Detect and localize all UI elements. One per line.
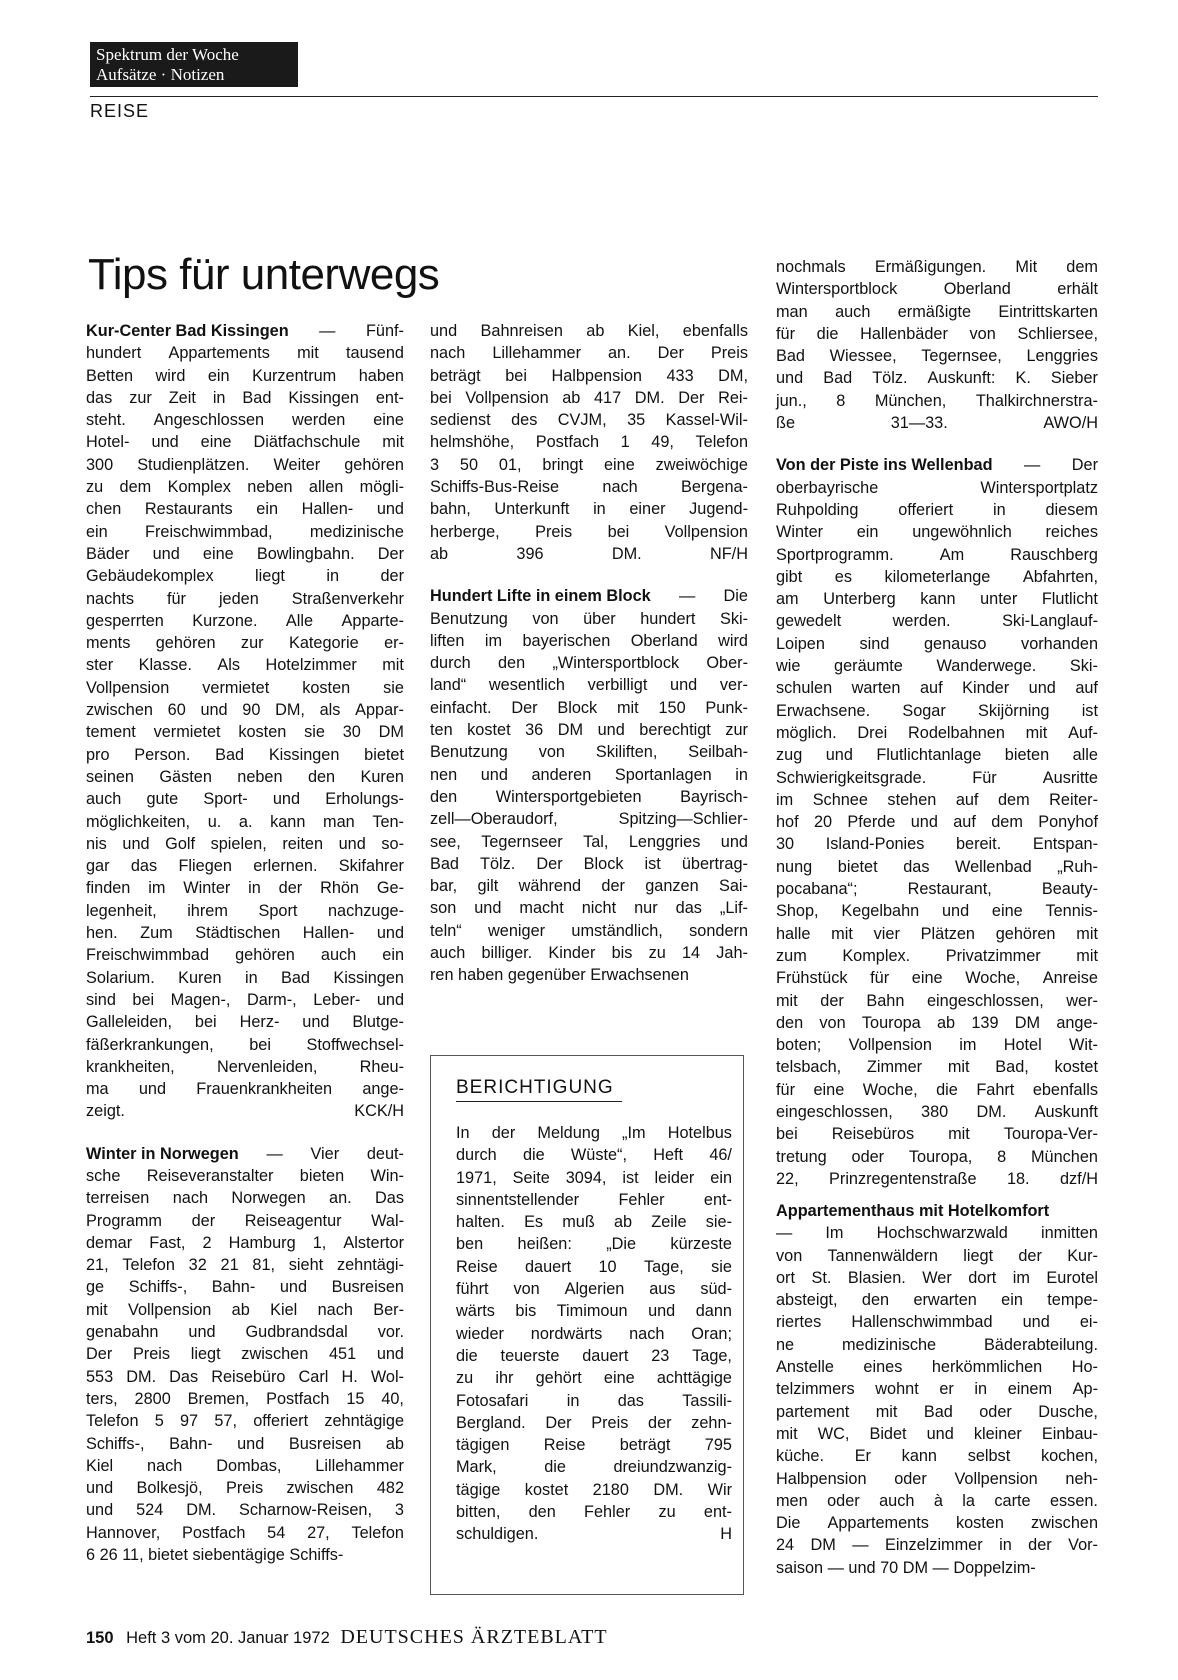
text-line: boten; Vollpension im Hotel Wit-	[776, 1036, 1098, 1055]
text-line: nen und anderen Sportanlagen in	[430, 765, 748, 784]
text-line: absteigt, den erwarten ein tempe-	[776, 1291, 1098, 1310]
text-line: ma und Frauenkrankheiten ange-	[86, 1080, 404, 1099]
text-line: Betten wird ein Kurzentrum haben	[86, 366, 404, 385]
text-line: und Bahnreisen ab Kiel, ebenfalls	[430, 322, 748, 340]
text-line: hof 20 Pferde und auf dem Ponyhof	[776, 813, 1098, 832]
text-line: Gebäudekomplex liegt in der	[86, 567, 404, 586]
text-line: führt von Algerien aus süd-	[456, 1280, 732, 1299]
text-line: und 524 DM. Scharnow-Reisen, 3	[86, 1501, 404, 1520]
text-line: schulen warten auf Kinder und auf	[776, 679, 1098, 698]
text-line: man auch ermäßigte Eintrittskarten	[776, 302, 1098, 321]
text-line: fäßerkrankungen, bei Stoffwechsel-	[86, 1035, 404, 1054]
text-line: und Bolkesjö, Preis zwischen 482	[86, 1479, 404, 1498]
text-line: möglichkeiten, u. a. kann man Ten-	[86, 812, 404, 831]
text-line: 21, Telefon 32 21 81, sieht zehntägi-	[86, 1256, 404, 1275]
text-line: hundert Appartements mit tausend	[86, 344, 404, 363]
text-line: In der Meldung „Im Hotelbus	[456, 1124, 732, 1142]
text-line: tretung oder Touropa, 8 München	[776, 1147, 1098, 1166]
text-line: Anstelle eines herkömmlichen Ho-	[776, 1358, 1098, 1377]
text-line: Frühstück für eine Woche, Anreise	[776, 969, 1098, 988]
text-line: gibt es kilometerlange Abfahrten,	[776, 567, 1098, 586]
text-line: Benutzung von Skiliften, Seilbah-	[430, 743, 748, 762]
text-line: 22, Prinzregentenstraße 18. dzf/H	[776, 1169, 1098, 1188]
text-line	[776, 1200, 1098, 1222]
text-line: partement mit Bad oder Dusche,	[776, 1402, 1098, 1421]
section-header-box	[90, 42, 298, 87]
column-3-continued	[776, 1200, 1098, 1579]
text-line: son und macht nicht nur das „Lif-	[430, 899, 748, 918]
text-line: land“ wesentlich verbilligt und ver-	[430, 676, 748, 695]
page-footer	[86, 1626, 608, 1649]
text-line: helmshöhe, Postfach 1 49, Telefon	[430, 433, 748, 452]
article-heading: Winter in Norwegen	[86, 1144, 239, 1163]
text-line: Wintersportblock Oberland erhält	[776, 280, 1098, 299]
text-line: am Unterberg kann unter Flutlicht	[776, 590, 1098, 609]
text-line: zu ihr gehört eine achttägige	[456, 1369, 732, 1388]
text-line: Loipen sind genauso vorhanden	[776, 634, 1098, 653]
text-line: Hannover, Postfach 54 27, Telefon	[86, 1523, 404, 1542]
text-line: gar das Fliegen erlernen. Skifahrer	[86, 857, 404, 876]
text-line: 3 50 01, bringt eine zweiwöchige	[430, 455, 748, 474]
text-line: ren haben gegenüber Erwachsenen	[430, 966, 689, 985]
text-line: wärts bis Timimoun und dann	[456, 1302, 732, 1321]
text-line: den Wintersportgebieten Bayrisch-	[430, 787, 748, 806]
column-2	[430, 320, 748, 987]
text-line: Schiffs-, Bahn- und Busreisen ab	[86, 1434, 404, 1453]
paragraph-gap	[86, 1123, 404, 1143]
text-line: auch gute Sport- und Erholungs-	[86, 790, 404, 809]
text-line: Solarium. Kuren in Bad Kissingen	[86, 968, 404, 987]
text-line: Schwierigkeitsgrade. Für Ausritte	[776, 768, 1098, 787]
column-3	[776, 256, 1098, 1190]
text-line: bei Reisebüros mit Touropa-Ver-	[776, 1125, 1098, 1144]
text-line: nochmals Ermäßigungen. Mit dem	[776, 258, 1098, 276]
text-line: see, Tegernseer Tal, Lenggries und	[430, 832, 748, 851]
text-line: jun., 8 München, Thalkirchnerstra-	[776, 391, 1098, 410]
text-line: durch den „Wintersportblock Ober-	[430, 654, 748, 673]
text-line: den von Touropa ab 139 DM ange-	[776, 1013, 1098, 1032]
text-line: bitten, den Fehler zu ent-	[456, 1503, 732, 1522]
text-line: Halbpension oder Vollpension neh-	[776, 1469, 1098, 1488]
text-line: nung bietet das Wellenbad „Ruh-	[776, 857, 1098, 876]
text-line: Bäder und eine Bowlingbahn. Der	[86, 544, 404, 563]
text-line: Winter ein ungewöhnlich reiches	[776, 523, 1098, 542]
text-line: tägige kostet 2180 DM. Wir	[456, 1480, 732, 1499]
correction-text	[456, 1122, 732, 1546]
text-line: liften im bayerischen Oberland wird	[430, 631, 748, 650]
correction-title-rule	[456, 1101, 622, 1102]
text-line: pro Person. Bad Kissingen bietet	[86, 745, 404, 764]
text-line: bahn, Unterkunft in einer Jugend-	[430, 500, 748, 519]
article-title: Tips für unterwegs	[88, 250, 440, 299]
header-line-1: Spektrum der Woche	[96, 45, 239, 64]
text-line: Fotosafari in das Tassili-	[456, 1391, 732, 1410]
text-line: Bad Tölz. Der Block ist übertrag-	[430, 854, 748, 873]
text-line: men oder auch à la carte essen.	[776, 1491, 1098, 1510]
correction-title: BERICHTIGUNG	[456, 1077, 614, 1098]
text-line: 300 Studienplätzen. Weiter gehören	[86, 455, 404, 474]
text-line: 24 DM — Einzelzimmer in der Vor-	[776, 1536, 1098, 1555]
text-line: bar, gilt während der ganzen Sai-	[430, 877, 748, 896]
text-line: tägigen Reise beträgt 795	[456, 1436, 732, 1455]
text-line: zeigt. KCK/H	[86, 1102, 404, 1121]
text-line: ße 31—33. AWO/H	[776, 414, 1098, 433]
text-line: das zur Zeit in Bad Kissingen ent-	[86, 388, 404, 407]
text-line: Erwachsene. Sogar Skijörning ist	[776, 701, 1098, 720]
text-line: Von der Piste ins Wellenbad — Der	[776, 454, 1098, 476]
text-line: durch die Wüste“, Heft 46/	[456, 1146, 732, 1165]
text-line: schuldigen. H	[456, 1525, 732, 1544]
text-line: ten kostet 36 DM und berechtigt zur	[430, 721, 748, 740]
text-line: telsbach, Zimmer mit Bad, kostet	[776, 1058, 1098, 1077]
text-line: nachts für jeden Straßenverkehr	[86, 589, 404, 608]
page-number: 150	[86, 1629, 114, 1647]
text-line: ne medizinische Bäderabteilung.	[776, 1335, 1098, 1354]
text-line: Benutzung von über hundert Ski-	[430, 609, 748, 628]
text-line: ge Schiffs-, Bahn- und Busreisen	[86, 1278, 404, 1297]
text-line: ters, 2800 Bremen, Postfach 15 40,	[86, 1389, 404, 1408]
text-line: gesperrten Kurzone. Alle Apparte-	[86, 611, 404, 630]
text-line: steht. Angeschlossen werden eine	[86, 411, 404, 430]
article-heading: Appartementhaus mit Hotelkomfort	[776, 1202, 1050, 1220]
article-heading: Von der Piste ins Wellenbad	[776, 456, 993, 475]
issue-info: Heft 3 vom 20. Januar 1972	[126, 1629, 330, 1647]
text-line: für eine Woche, die Fahrt ebenfalls	[776, 1080, 1098, 1099]
text-line: teln“ weniger umständlich, sondern	[430, 921, 748, 940]
text-line: genabahn und Gudbrandsdal vor.	[86, 1323, 404, 1342]
paragraph-gap	[776, 434, 1098, 454]
text-line: Programm der Reiseagentur Wal-	[86, 1211, 404, 1230]
text-line: zell—Oberaudorf, Spitzing—Schlier-	[430, 810, 748, 829]
text-line: küche. Er kann selbst kochen,	[776, 1447, 1098, 1466]
text-line: Hotel- und eine Diätfachschule mit	[86, 433, 404, 452]
text-line: sche Reiseveranstalter bieten Win-	[86, 1166, 404, 1185]
text-line: wieder nordwärts nach Oran;	[456, 1324, 732, 1343]
text-line: 553 DM. Das Reisebüro Carl H. Wol-	[86, 1367, 404, 1386]
text-line: bei Vollpension ab 417 DM. Der Rei-	[430, 388, 748, 407]
article-heading: Kur-Center Bad Kissingen	[86, 322, 289, 340]
text-line: krankheiten, Nervenleiden, Rheu-	[86, 1057, 404, 1076]
text-line: sedienst des CVJM, 35 Kassel-Wil-	[430, 411, 748, 430]
text-line: hen. Zum Städtischen Hallen- und	[86, 924, 404, 943]
text-line: sinnentstellender Fehler ent-	[456, 1190, 732, 1209]
text-line: oberbayrische Wintersportplatz	[776, 478, 1098, 497]
text-line: eingeschlossen, 380 DM. Auskunft	[776, 1102, 1098, 1121]
text-line: ort St. Blasien. Wer dort im Eurotel	[776, 1268, 1098, 1287]
text-line: ster Klasse. Als Hotelzimmer mit	[86, 656, 404, 675]
magazine-name: DEUTSCHES ÄRZTEBLATT	[340, 1626, 608, 1648]
text-line: ein Freischwimmbad, medizinische	[86, 522, 404, 541]
text-line: ab 396 DM. NF/H	[430, 544, 748, 563]
text-line: legenheit, ihrem Sport nachzuge-	[86, 901, 404, 920]
paragraph-gap	[430, 565, 748, 585]
text-line: mit der Bahn eingeschlossen, wer-	[776, 991, 1098, 1010]
text-line: nach Lillehammer an. Der Preis	[430, 344, 748, 363]
text-line: beträgt bei Halbpension 433 DM,	[430, 366, 748, 385]
text-line: 6 26 11, bietet siebentägige Schiffs-	[86, 1546, 344, 1565]
text-line: chen Restaurants ein Hallen- und	[86, 500, 404, 519]
text-line: Shop, Kegelbahn und eine Tennis-	[776, 902, 1098, 921]
text-line: Telefon 5 97 57, offeriert zehntägige	[86, 1412, 404, 1431]
text-line: telzimmers wohnt er in einem Ap-	[776, 1380, 1098, 1399]
text-line: tement vermietet kosten sie 30 DM	[86, 723, 404, 742]
text-line: die teuerste dauert 23 Tage,	[456, 1346, 732, 1365]
text-line: Ruhpolding offeriert in diesem	[776, 500, 1098, 519]
text-line: für die Hallenbäder von Schliersee,	[776, 324, 1098, 343]
text-line: 30 Island-Ponies bereit. Entspan-	[776, 835, 1098, 854]
text-line: herberge, Preis bei Vollpension	[430, 522, 748, 541]
text-line: finden im Winter in der Rhön Ge-	[86, 879, 404, 898]
text-line: terreisen nach Norwegen an. Das	[86, 1189, 404, 1208]
text-line: wie geräumte Wanderwege. Ski-	[776, 657, 1098, 676]
text-line: zu dem Komplex neben allen mögli-	[86, 478, 404, 497]
text-line: ments gehören zur Kategorie er-	[86, 634, 404, 653]
text-line: Bergland. Der Preis der zehn-	[456, 1413, 732, 1432]
text-line: Galleleiden, bei Herz- und Blutge-	[86, 1013, 404, 1032]
text-line: Kur-Center Bad Kissingen — Fünf-	[86, 320, 404, 342]
text-line: Sportprogramm. Am Rauschberg	[776, 545, 1098, 564]
column-1	[86, 320, 404, 1566]
text-line: halten. Es muß ab Zeile sie-	[456, 1213, 732, 1232]
text-line: Winter in Norwegen — Vier deut-	[86, 1143, 404, 1165]
text-line: seinen Gästen neben den Kuren	[86, 767, 404, 786]
text-line: — Im Hochschwarzwald inmitten	[776, 1224, 1098, 1243]
text-line: Die Appartements kosten zwischen	[776, 1514, 1098, 1533]
text-line: mit WC, Bidet und kleiner Einbau-	[776, 1424, 1098, 1443]
article-heading: Hundert Lifte in einem Block	[430, 587, 651, 606]
header-line-2: Aufsätze · Notizen	[96, 65, 225, 84]
text-line: ben heißen: „Die kürzeste	[456, 1235, 732, 1254]
text-line: Vollpension vermietet kosten sie	[86, 678, 404, 697]
text-line: Bad Wiessee, Tegernsee, Lenggries	[776, 347, 1098, 366]
text-line: zug und Flutlichtanlage bieten alle	[776, 746, 1098, 765]
text-line: Reise dauert 10 Tage, sie	[456, 1257, 732, 1276]
text-line: auch billiger. Kinder bis zu 14 Jah-	[430, 944, 748, 963]
text-line: Schiffs-Bus-Reise nach Bergena-	[430, 478, 748, 497]
text-line: nis und Golf spielen, reiten und so-	[86, 834, 404, 853]
text-line: zum Komplex. Privatzimmer mit	[776, 946, 1098, 965]
text-line: saison — und 70 DM — Doppelzim-	[776, 1558, 1036, 1577]
header-rule	[90, 96, 1098, 97]
text-line: sind bei Magen-, Darm-, Leber- und	[86, 990, 404, 1009]
text-line: halle mit vier Plätzen gehören mit	[776, 924, 1098, 943]
text-line: Mark, die dreiundzwanzig-	[456, 1458, 732, 1477]
text-line: von Tannenwäldern liegt der Kur-	[776, 1246, 1098, 1265]
text-line: demar Fast, 2 Hamburg 1, Alstertor	[86, 1233, 404, 1252]
text-line: pocabana“; Restaurant, Beauty-	[776, 880, 1098, 899]
text-line: zwischen 60 und 90 DM, als Appar-	[86, 701, 404, 720]
text-line: Kiel nach Dombas, Lillehammer	[86, 1456, 404, 1475]
text-line: und Bad Tölz. Auskunft: K. Sieber	[776, 369, 1098, 388]
text-line: im Schnee stehen auf dem Reiter-	[776, 790, 1098, 809]
text-line: Hundert Lifte in einem Block — Die	[430, 585, 748, 607]
text-line: mit Vollpension ab Kiel nach Ber-	[86, 1300, 404, 1319]
text-line: Freischwimmbad gehören auch ein	[86, 946, 404, 965]
text-line: riertes Hallenschwimmbad und ei-	[776, 1313, 1098, 1332]
text-line: einfacht. Der Block mit 150 Punk-	[430, 698, 748, 717]
text-line: Der Preis liegt zwischen 451 und	[86, 1345, 404, 1364]
text-line: möglich. Drei Rodelbahnen mit Auf-	[776, 723, 1098, 742]
text-line: 1971, Seite 3094, ist leider ein	[456, 1168, 732, 1187]
section-label: REISE	[90, 101, 150, 121]
text-line: gewedelt werden. Ski-Langlauf-	[776, 612, 1098, 631]
